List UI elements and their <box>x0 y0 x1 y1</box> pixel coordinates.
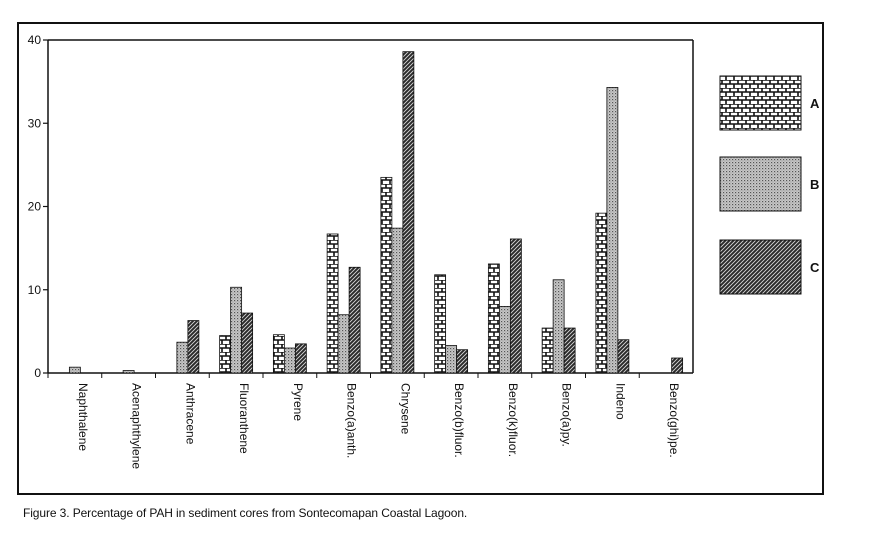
y-axis-ticks <box>28 33 48 380</box>
y-tick-label: 10 <box>27 282 41 297</box>
x-category-label: Naphthalene <box>75 383 90 452</box>
x-category-label: Fluoranthene <box>237 383 252 454</box>
legend-label-A: A <box>810 96 820 111</box>
bar-C-8 <box>510 239 521 373</box>
x-category-label: Benzo(ghi)pe. <box>667 383 682 458</box>
bar-A-9 <box>542 328 553 373</box>
bar-A-10 <box>596 213 607 373</box>
x-category-label: Benzo(a)py. <box>559 383 574 447</box>
x-category-label: Benzo(b)fluor. <box>452 383 467 458</box>
bar-B-8 <box>499 306 510 373</box>
bar-B-9 <box>553 280 564 373</box>
x-category-label: Chrysene <box>398 383 413 435</box>
x-category-label: Benzo(k)fluor. <box>505 383 520 458</box>
bar-A-5 <box>327 234 338 373</box>
bar-B-1 <box>123 371 134 373</box>
bar-C-4 <box>295 344 306 373</box>
x-category-label: Anthracene <box>183 383 198 445</box>
bar-C-9 <box>564 328 575 373</box>
legend-swatch-C <box>720 240 801 294</box>
bar-B-7 <box>446 346 457 373</box>
bar-C-6 <box>403 52 414 373</box>
bar-A-6 <box>381 177 392 373</box>
x-category-label: Benzo(a)anth. <box>344 383 359 459</box>
x-category-label: Pyrene <box>290 383 305 422</box>
bar-A-8 <box>488 264 499 373</box>
x-category-label: Indeno <box>613 383 628 420</box>
y-tick-label: 0 <box>34 366 41 380</box>
bars <box>69 52 682 373</box>
bar-B-5 <box>338 315 349 373</box>
bar-C-10 <box>618 340 629 373</box>
bar-B-0 <box>69 367 80 373</box>
x-axis-labels <box>48 373 681 469</box>
y-tick-label: 40 <box>27 33 41 47</box>
bar-A-3 <box>220 336 231 373</box>
bar-C-7 <box>457 350 468 373</box>
legend-label-C: C <box>810 260 820 275</box>
bar-B-3 <box>231 287 242 373</box>
x-category-label: Acenaphthylene <box>129 383 144 470</box>
legend-swatch-B <box>720 157 801 211</box>
bar-C-11 <box>672 358 683 373</box>
bar-A-7 <box>435 275 446 373</box>
bar-C-2 <box>188 321 199 373</box>
bar-B-6 <box>392 228 403 373</box>
legend-label-B: B <box>810 177 820 192</box>
bar-A-4 <box>273 335 284 373</box>
legend <box>720 76 820 294</box>
figure-caption: Figure 3. Percentage of PAH in sediment cores from Sontecomapan Coastal Lagoon. <box>23 506 468 520</box>
y-tick-label: 30 <box>27 116 41 131</box>
bar-B-4 <box>284 348 295 373</box>
y-tick-label: 20 <box>27 199 41 214</box>
legend-swatch-A <box>720 76 801 130</box>
bar-C-3 <box>242 313 253 373</box>
bar-B-2 <box>177 342 188 373</box>
bar-C-5 <box>349 267 360 373</box>
bar-B-10 <box>607 87 618 373</box>
